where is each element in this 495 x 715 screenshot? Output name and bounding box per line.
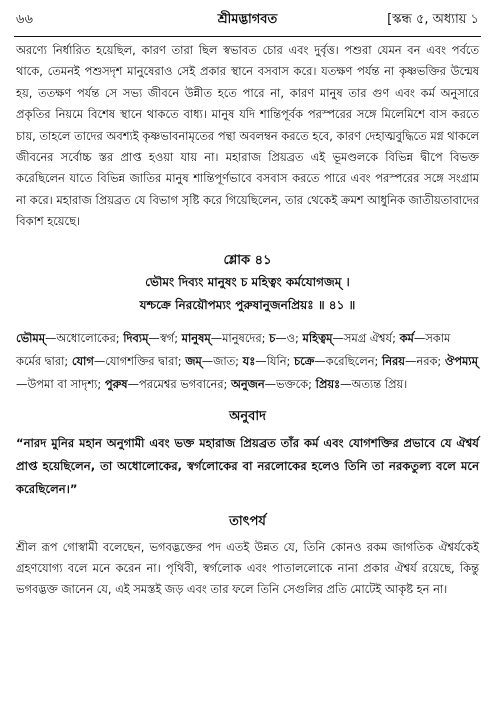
word-meanings <box>16 327 479 396</box>
translation-text: “নারদ মুনির মহান অনুগামী এবং ভক্ত মহারাজ প্রিয়ব্রত তাঁর কর্ম এবং যোগশক্তির প্রভাবে যে ঐশ্বর্য প্রাপ্ত হয়েছিলেন, তা অধোলোকের, স্বর্গলোকের বা নরলোকের হলেও তিনি তা নরকতুল্য বলে মনে করেছিলেন।” <box>16 435 479 496</box>
synonym-word: পুরুষ <box>104 376 128 391</box>
synonym-meaning: —ভক্তকে; <box>264 376 316 391</box>
synonym-meaning: —নরক; <box>405 353 445 368</box>
page-number: ৬৬ <box>16 12 33 27</box>
synonym-meaning: —মানুষদের; <box>210 330 270 345</box>
header-rule <box>14 36 481 37</box>
synonym-word: দিব্যম্ <box>123 330 149 345</box>
synonym-word: জম্ <box>185 353 202 368</box>
synonym-meaning: —অধোলোকের; <box>45 330 124 345</box>
synonym-meaning: —জাত; <box>201 353 243 368</box>
verse-line-1: ভৌমং দিব্যং মানুষং চ মহিত্বং কর্মযোগজম্ । <box>145 274 350 289</box>
verse-line-2: যশ্চক্রে নিরয়ৌপম্যং পুরুষানুজনপ্রিয়ঃ ॥ ৪১ ॥ <box>139 297 356 312</box>
verse-label: শ্লোক ৪১ <box>223 252 272 268</box>
synonym-meaning: —ও; <box>275 330 303 345</box>
synonym-meaning: —যিনি; <box>255 353 295 368</box>
synonym-word: ঔপম্যম্ <box>444 353 478 368</box>
synonym-word: চ <box>269 330 276 345</box>
synonym-word: প্রিয়ঃ <box>315 376 341 391</box>
page-body <box>16 40 479 601</box>
synonym-word: অনুজন <box>230 376 265 391</box>
synonym-word: কর্ম <box>399 330 414 345</box>
synonym-word: চক্রে <box>294 353 315 368</box>
synonym-meaning: —অত্যন্ত প্রিয়। <box>340 376 408 391</box>
book-title: শ্রীমদ্ভাগবত <box>217 12 278 27</box>
synonym-word: যোগ <box>71 353 94 368</box>
synonym-meaning: —পরমেশ্বর ভগবানের; <box>127 376 231 391</box>
verse-block <box>16 251 479 317</box>
synonym-meaning: —সকাম কর্মের দ্বারা; <box>16 330 451 368</box>
synonym-word: নিরয় <box>381 353 405 368</box>
synonym-word: মানুষম্ <box>181 330 211 345</box>
synonym-meaning: —উপমা বা সাদৃশ্য; <box>16 376 105 391</box>
translation-heading: অনুবাদ <box>229 408 266 424</box>
synonym-word: মহিত্বম্ <box>302 330 333 345</box>
synonym-meaning: —স্বর্গ; <box>148 330 182 345</box>
page-header <box>16 6 479 34</box>
purport-text: শ্রীল রূপ গোস্বামী বলেছেন, ভগবদ্ভক্তের পদ এতই উন্নত যে, তিনি কোনও রকম জাগতিক ঐশ্বর্যকেই গ্রহণযোগ্য বলে মনে করেন না। পৃথিবী, স্বর্গলোক এবং পাতাললোকে নানা প্রকার ঐশ্বর্য রয়েছে, কিন্তু ভগবদ্ভক্ত জানেন যে, এই সমস্তই জড় এবং তার ফলে তিনি সেগুলির প্রতি মোটেই আকৃষ্ট হন না। <box>16 539 479 597</box>
intro-paragraph: অরণ্যে নির্ধারিত হয়েছিল, কারণ তারা ছিল স্বভাবত চোর এবং দুর্বৃত্ত। পশুরা যেমন বন এবং পর্বতে থাকে, তেমনই পশুসদৃশ মানুষেরাও সেই প্রকার স্থানে বসবাস করে। যতক্ষণ পর্যন্ত না কৃষ্ণভক্তির উন্মেষ হয়, ততক্ষণ পর্যন্ত সে সভ্য জীবনে উন্নীত হতে পারে না, কারণ মানুষ তার গুণ এবং কর্ম অনুসারে প্রকৃতির নিয়মে বিশেষ স্থানে থাকতে বাধ্য। মানুষ যদি শান্তিপূর্বক পরস্পরের সঙ্গে মিলেমিশে বাস করতে চায়, তাহলে তাদের অবশ্যই কৃষ্ণভাবনামৃতের পন্থা অবলম্বন করতে হবে, কারণ দেহাত্মবুদ্ধিতে মগ্ন থাকলে জীবনের সর্বোচ্চ স্তর প্রাপ্ত হওয়া যায় না। মহারাজ প্রিয়ব্রত এই ভূমণ্ডলকে বিভিন্ন দ্বীপে বিভক্ত করেছিলেন যাতে বিভিন্ন জাতির মানুষ শান্তিপূর্ণভাবে বসবাস করতে পারে এবং পরস্পরের সঙ্গে সংগ্রাম না করে। মহারাজ প্রিয়ব্রত যে বিভাগ সৃষ্টি করে গিয়েছিলেন, তার থেকেই ক্রমশ আধুনিক জাতীয়তাবাদের বিকাশ হয়েছে। <box>16 43 479 229</box>
synonym-meaning: —যোগশক্তির দ্বারা; <box>93 353 186 368</box>
synonym-meaning: —করেছিলেন; <box>314 353 382 368</box>
synonym-meaning: —সমগ্র ঐশ্বর্য; <box>332 330 400 345</box>
purport-heading: তাৎপর্য <box>229 513 266 529</box>
synonym-word: ভৌমম্ <box>16 330 46 345</box>
synonym-word: যঃ <box>242 353 256 368</box>
canto-chapter-label: [স্কন্ধ ৫, অধ্যায় ১ <box>387 12 479 27</box>
